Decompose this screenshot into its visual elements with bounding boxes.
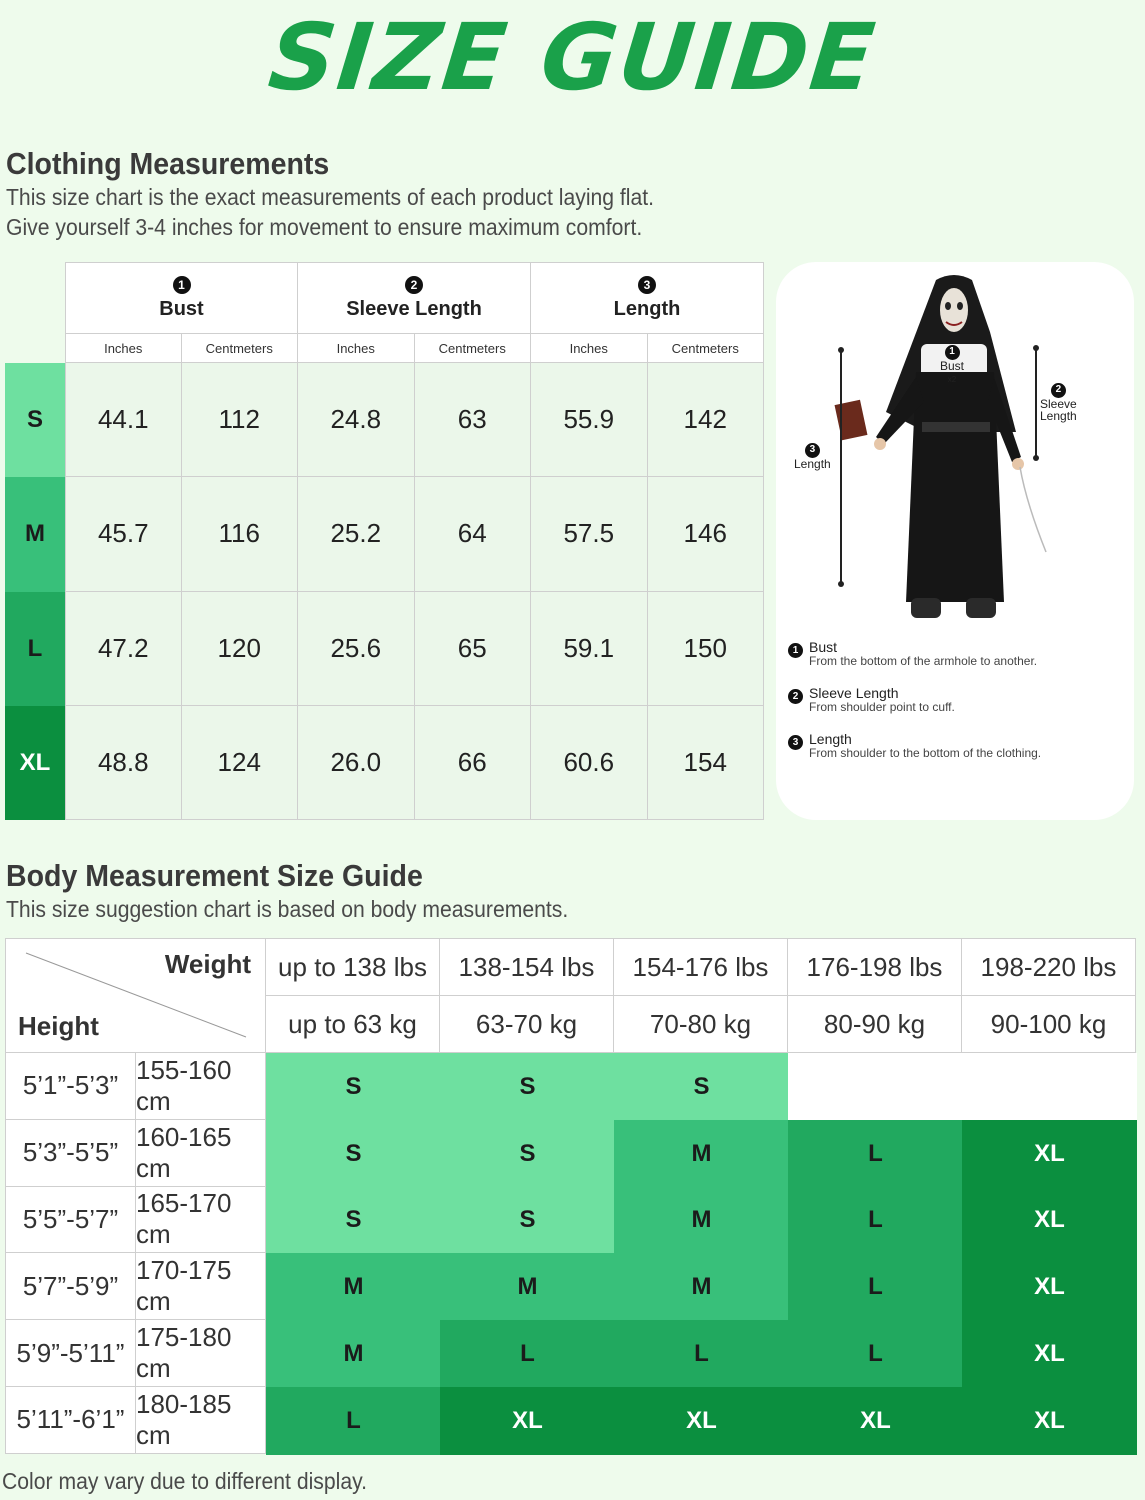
column-group-header <box>65 262 298 334</box>
length-marker <box>794 442 831 470</box>
measurement-value: 55.9 <box>531 363 648 477</box>
recommended-size-cell: S <box>614 1053 789 1121</box>
recommended-size-cell: L <box>788 1187 963 1255</box>
number-badge-icon: 3 <box>638 276 656 294</box>
column-group-header <box>298 262 531 334</box>
measurement-value: 44.1 <box>65 363 182 477</box>
size-label: XL <box>5 706 65 820</box>
recommended-size-cell <box>962 1053 1137 1121</box>
number-badge-icon: 3 <box>788 735 803 750</box>
recommended-size-cell: L <box>788 1120 963 1188</box>
legend-title: Sleeve Length <box>809 685 899 701</box>
measurement-value: 116 <box>182 477 299 591</box>
recommended-size-cell <box>788 1053 963 1121</box>
height-cm-label: 160-165 cm <box>136 1120 266 1187</box>
bust-marker-sub: x2 <box>947 374 957 384</box>
number-three-icon: 3 <box>805 443 820 458</box>
height-cm-label: 170-175 cm <box>136 1253 266 1320</box>
measurement-value: 24.8 <box>298 363 415 477</box>
clothing-heading: Clothing Measurements <box>6 146 330 181</box>
recommended-size-cell: S <box>440 1053 615 1121</box>
height-ft-label: 5’3”-5’5” <box>5 1120 136 1187</box>
measurement-value: 45.7 <box>65 477 182 591</box>
clothing-note-1: This size chart is the exact measurements of each product laying flat. <box>6 184 655 210</box>
column-group-label: Sleeve Length <box>346 297 482 320</box>
recommended-size-cell: M <box>614 1253 789 1321</box>
recommended-size-cell: XL <box>614 1387 789 1455</box>
recommended-size-cell: XL <box>788 1387 963 1455</box>
legend-description: From shoulder point to cuff. <box>809 700 955 714</box>
height-cm-label: 165-170 cm <box>136 1187 266 1254</box>
sleeve-marker-label-1: Sleeve <box>1040 396 1077 411</box>
height-cm-label: 180-185 cm <box>136 1387 266 1454</box>
page-title: SIZE GUIDE <box>264 4 881 111</box>
sleeve-marker-label-2: Length <box>1040 408 1077 423</box>
unit-header: Inches <box>65 334 182 363</box>
weight-label: Weight <box>164 949 251 979</box>
measurement-value: 48.8 <box>65 706 182 820</box>
recommended-size-cell: XL <box>962 1120 1137 1188</box>
size-label: M <box>5 477 65 591</box>
legend-description: From shoulder to the bottom of the clothing. <box>809 746 1042 760</box>
measurement-value: 124 <box>182 706 299 820</box>
number-one-icon: 1 <box>945 345 960 360</box>
recommended-size-cell: XL <box>962 1187 1137 1255</box>
recommended-size-cell: L <box>788 1320 963 1388</box>
unit-header: Centmeters <box>415 334 532 363</box>
height-ft-label: 5’9”-5’11” <box>5 1320 136 1387</box>
recommended-size-cell: L <box>614 1320 789 1388</box>
body-size-table <box>5 938 1136 1454</box>
weight-lbs-header: 176-198 lbs <box>788 938 962 996</box>
weight-kg-header: 70-80 kg <box>614 996 788 1053</box>
measurement-value: 66 <box>415 706 532 820</box>
weight-lbs-header: 154-176 lbs <box>614 938 788 996</box>
unit-header: Centmeters <box>648 334 765 363</box>
measurement-value: 25.2 <box>298 477 415 591</box>
size-label: S <box>5 363 65 477</box>
recommended-size-cell: M <box>614 1187 789 1255</box>
height-cm-label: 175-180 cm <box>136 1320 266 1387</box>
recommended-size-cell: XL <box>962 1320 1137 1388</box>
recommended-size-cell: M <box>614 1120 789 1188</box>
bust-marker <box>940 344 964 386</box>
measurement-value: 59.1 <box>531 592 648 706</box>
number-badge-icon: 2 <box>405 276 423 294</box>
legend-item <box>788 732 1041 760</box>
recommended-size-cell: M <box>440 1253 615 1321</box>
legend-text <box>809 686 955 714</box>
recommended-size-cell: L <box>788 1253 963 1321</box>
weight-height-corner <box>5 938 266 1053</box>
measurement-value: 63 <box>415 363 532 477</box>
measurement-value: 120 <box>182 592 299 706</box>
recommended-size-cell: XL <box>962 1387 1137 1455</box>
weight-lbs-header: 138-154 lbs <box>440 938 614 996</box>
column-group-header <box>531 262 764 334</box>
measurement-value: 142 <box>648 363 765 477</box>
height-ft-label: 5’11”-6’1” <box>5 1387 136 1454</box>
clothing-note-2: Give yourself 3-4 inches for movement to ensure maximum comfort. <box>6 214 643 240</box>
number-badge-icon: 1 <box>173 276 191 294</box>
recommended-size-cell: S <box>266 1053 441 1121</box>
recommended-size-cell: M <box>266 1320 441 1388</box>
recommended-size-cell: L <box>266 1387 441 1455</box>
height-ft-label: 5’7”-5’9” <box>5 1253 136 1320</box>
footer-note: Color may vary due to different display. <box>2 1468 367 1494</box>
legend-item <box>788 640 1037 668</box>
unit-header: Centmeters <box>182 334 299 363</box>
legend-item <box>788 686 955 714</box>
height-ft-label: 5’1”-5’3” <box>5 1053 136 1120</box>
recommended-size-cell: M <box>266 1253 441 1321</box>
measurement-value: 65 <box>415 592 532 706</box>
clothing-measurements-table <box>5 262 764 820</box>
measurement-value: 154 <box>648 706 765 820</box>
measurement-value: 26.0 <box>298 706 415 820</box>
body-note: This size suggestion chart is based on body measurements. <box>6 896 569 922</box>
recommended-size-cell: XL <box>962 1253 1137 1321</box>
measurement-value: 57.5 <box>531 477 648 591</box>
measurement-value: 60.6 <box>531 706 648 820</box>
recommended-size-cell: S <box>440 1120 615 1188</box>
measurement-value: 146 <box>648 477 765 591</box>
height-cm-label: 155-160 cm <box>136 1053 266 1120</box>
recommended-size-cell: L <box>440 1320 615 1388</box>
measurement-value: 25.6 <box>298 592 415 706</box>
size-label: L <box>5 592 65 706</box>
column-group-label: Bust <box>159 297 204 320</box>
weight-kg-header: 63-70 kg <box>440 996 614 1053</box>
recommended-size-cell: S <box>266 1120 441 1188</box>
recommended-size-cell: S <box>440 1187 615 1255</box>
sleeve-marker <box>1040 382 1077 422</box>
height-ft-label: 5’5”-5’7” <box>5 1187 136 1254</box>
length-marker-label: Length <box>794 456 831 471</box>
recommended-size-cell: S <box>266 1187 441 1255</box>
bust-marker-label: Bust <box>940 358 965 373</box>
weight-kg-header: up to 63 kg <box>266 996 440 1053</box>
weight-lbs-header: 198-220 lbs <box>962 938 1136 996</box>
legend-title: Bust <box>809 639 838 655</box>
measurement-value: 47.2 <box>65 592 182 706</box>
weight-kg-header: 90-100 kg <box>962 996 1136 1053</box>
weight-kg-header: 80-90 kg <box>788 996 962 1053</box>
legend-text <box>809 732 1041 760</box>
measurement-value: 64 <box>415 477 532 591</box>
body-heading: Body Measurement Size Guide <box>6 858 423 893</box>
legend-text <box>809 640 1037 668</box>
number-badge-icon: 1 <box>788 643 803 658</box>
height-label: Height <box>18 1011 99 1041</box>
unit-header: Inches <box>298 334 415 363</box>
legend-title: Length <box>809 731 852 747</box>
legend-description: From the bottom of the armhole to another. <box>809 654 1038 668</box>
measurement-diagram-card <box>776 262 1134 820</box>
recommended-size-cell: XL <box>440 1387 615 1455</box>
column-group-label: Length <box>613 297 681 320</box>
measurement-value: 112 <box>182 363 299 477</box>
weight-lbs-header: up to 138 lbs <box>266 938 440 996</box>
measurement-value: 150 <box>648 592 765 706</box>
unit-header: Inches <box>531 334 648 363</box>
number-two-icon: 2 <box>1051 383 1066 398</box>
number-badge-icon: 2 <box>788 689 803 704</box>
